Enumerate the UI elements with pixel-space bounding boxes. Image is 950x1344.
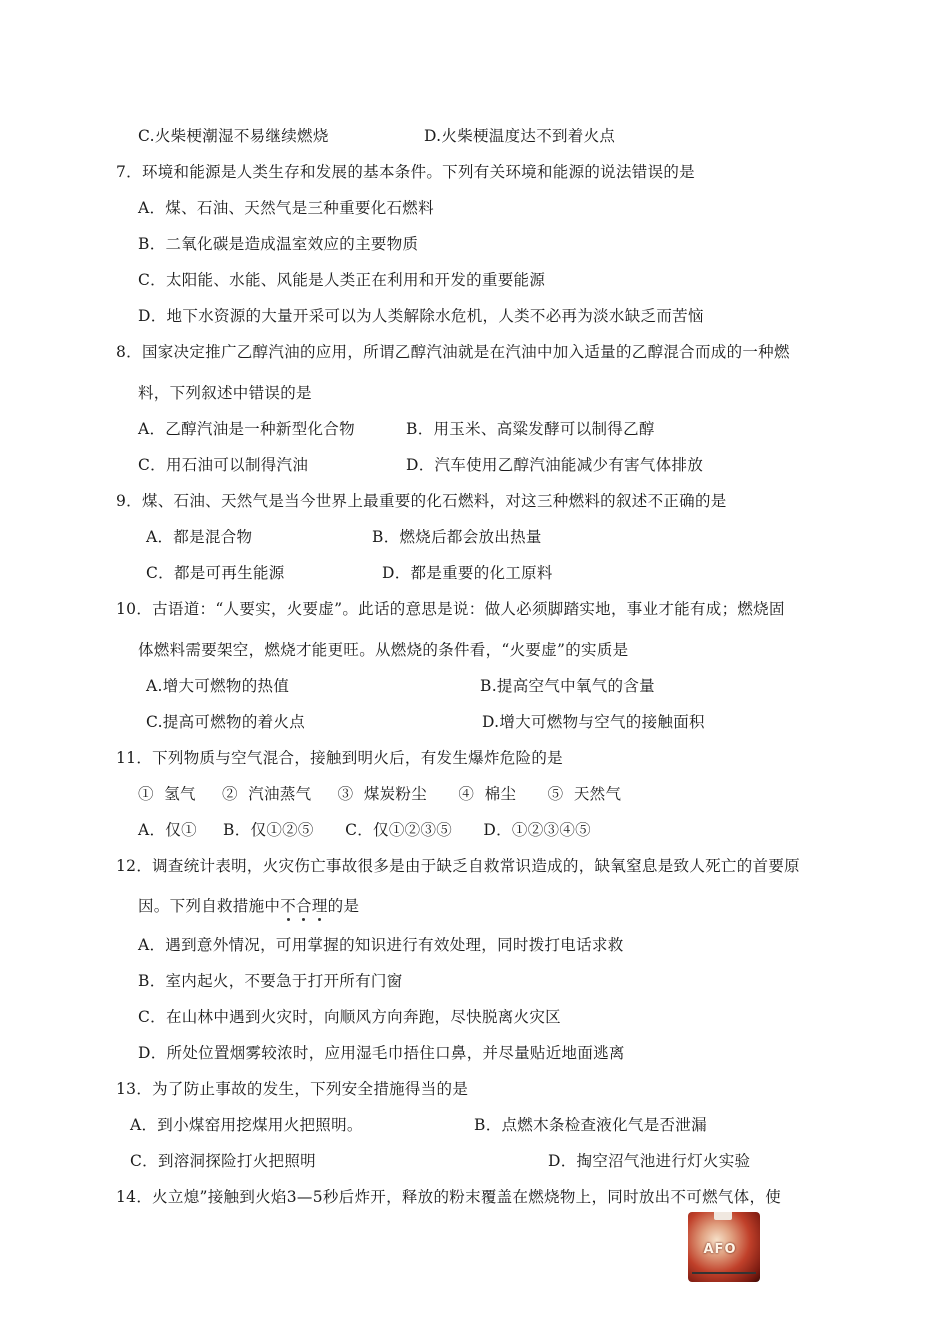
q7-option-d: D．地下水资源的大量开采可以为人类解除水危机，人类不必再为淡水缺乏而苦恼 (138, 307, 704, 325)
product-cap (714, 1212, 732, 1220)
q10-option-c: C.提高可燃物的着火点 (146, 713, 306, 731)
product-stand (692, 1272, 756, 1280)
q9-option-c: C．都是可再生能源 (146, 564, 285, 582)
q10-option-a: A.增大可燃物的热值 (146, 677, 290, 695)
q6-option-d: D.火柴梗温度达不到着火点 (424, 127, 616, 145)
q6-option-c: C.火柴梗潮湿不易继续燃烧 (138, 127, 329, 145)
q8-option-b: B．用玉米、高粱发酵可以制得乙醇 (406, 420, 655, 438)
q8-option-c: C．用石油可以制得汽油 (138, 456, 309, 474)
q12-option-a: A．遇到意外情况，可用掌握的知识进行有效处理，同时拨打电话求救 (138, 936, 624, 954)
q10-option-d: D.增大可燃物与空气的接触面积 (482, 713, 705, 731)
q14-stem: 14．火立熄”接触到火焰3—5秒后炸开，释放的粉末覆盖在燃烧物上，同时放出不可燃气体，使 (116, 1188, 782, 1206)
q13-option-a: A．到小煤窑用挖煤用火把照明。 (130, 1116, 363, 1134)
q13-stem: 13．为了防止事故的发生，下列安全措施得当的是 (116, 1080, 469, 1098)
q12-emphasis-char: 理 (311, 897, 328, 915)
q11-options: A．仅① B．仅①②⑤ C．仅①②③⑤ D．①②③④⑤ (138, 821, 591, 839)
fire-extinguisher-ball-image (688, 1212, 760, 1282)
q12-option-d: D．所处位置烟雾较浓时，应用湿毛巾捂住口鼻，并尽量贴近地面逃离 (138, 1044, 625, 1062)
q13-option-b: B．点燃木条检查液化气是否泄漏 (474, 1116, 707, 1134)
q9-option-a: A．都是混合物 (146, 528, 253, 546)
q8-stem: 8．国家决定推广乙醇汽油的应用，所谓乙醇汽油就是在汽油中加入适量的乙醇混合而成的一种燃 (116, 343, 790, 361)
q9-option-b: B．燃烧后都会放出热量 (372, 528, 542, 546)
q7-option-b: B．二氧化碳是造成温室效应的主要物质 (138, 235, 419, 253)
q12-option-c: C．在山林中遇到火灾时，向顺风方向奔跑，尽快脱离火灾区 (138, 1008, 561, 1026)
q11-substances: ① 氢气 ② 汽油蒸气 ③ 煤炭粉尘 ④ 棉尘 ⑤ 天然气 (138, 785, 622, 803)
product-label: AFO (703, 1242, 737, 1257)
q12-text-after: 的是 (327, 897, 360, 915)
q8-option-d: D．汽车使用乙醇汽油能减少有害气体排放 (406, 456, 704, 474)
q9-stem: 9．煤、石油、天然气是当今世界上最重要的化石燃料，对这三种燃料的叙述不正确的是 (116, 492, 727, 510)
q7-option-c: C．太阳能、水能、风能是人类正在利用和开发的重要能源 (138, 271, 546, 289)
q10-stem-cont: 体燃料需要架空，燃烧才能更旺。从燃烧的条件看，“火要虚”的实质是 (138, 641, 629, 659)
q12-text-before: 因。下列自救措施中 (138, 897, 281, 915)
q12-stem-cont (138, 896, 359, 916)
q10-option-b: B.提高空气中氧气的含量 (480, 677, 655, 695)
q11-stem: 11．下列物质与空气混合，接触到明火后，有发生爆炸危险的是 (116, 749, 563, 767)
q7-option-a: A．煤、石油、天然气是三种重要化石燃料 (138, 199, 434, 217)
q9-option-d: D．都是重要的化工原料 (382, 564, 553, 582)
q8-option-a: A．乙醇汽油是一种新型化合物 (138, 420, 355, 438)
q13-option-d: D．掏空沼气池进行灯火实验 (548, 1152, 751, 1170)
q12-emphasis-char: 不 (280, 897, 297, 915)
q13-option-c: C．到溶洞探险打火把照明 (130, 1152, 316, 1170)
q10-stem: 10．古语道：“人要实，火要虚”。此话的意思是说：做人必须脚踏实地，事业才能有成；燃烧固 (116, 600, 785, 618)
q8-stem-cont: 料，下列叙述中错误的是 (138, 384, 312, 402)
q12-stem: 12．调查统计表明，火灾伤亡事故很多是由于缺乏自救常识造成的，缺氧窒息是致人死亡的首要原 (116, 857, 800, 875)
q7-stem: 7．环境和能源是人类生存和发展的基本条件。下列有关环境和能源的说法错误的是 (116, 163, 695, 181)
q12-option-b: B．室内起火，不要急于打开所有门窗 (138, 972, 403, 990)
q12-emphasis-char: 合 (296, 897, 312, 915)
